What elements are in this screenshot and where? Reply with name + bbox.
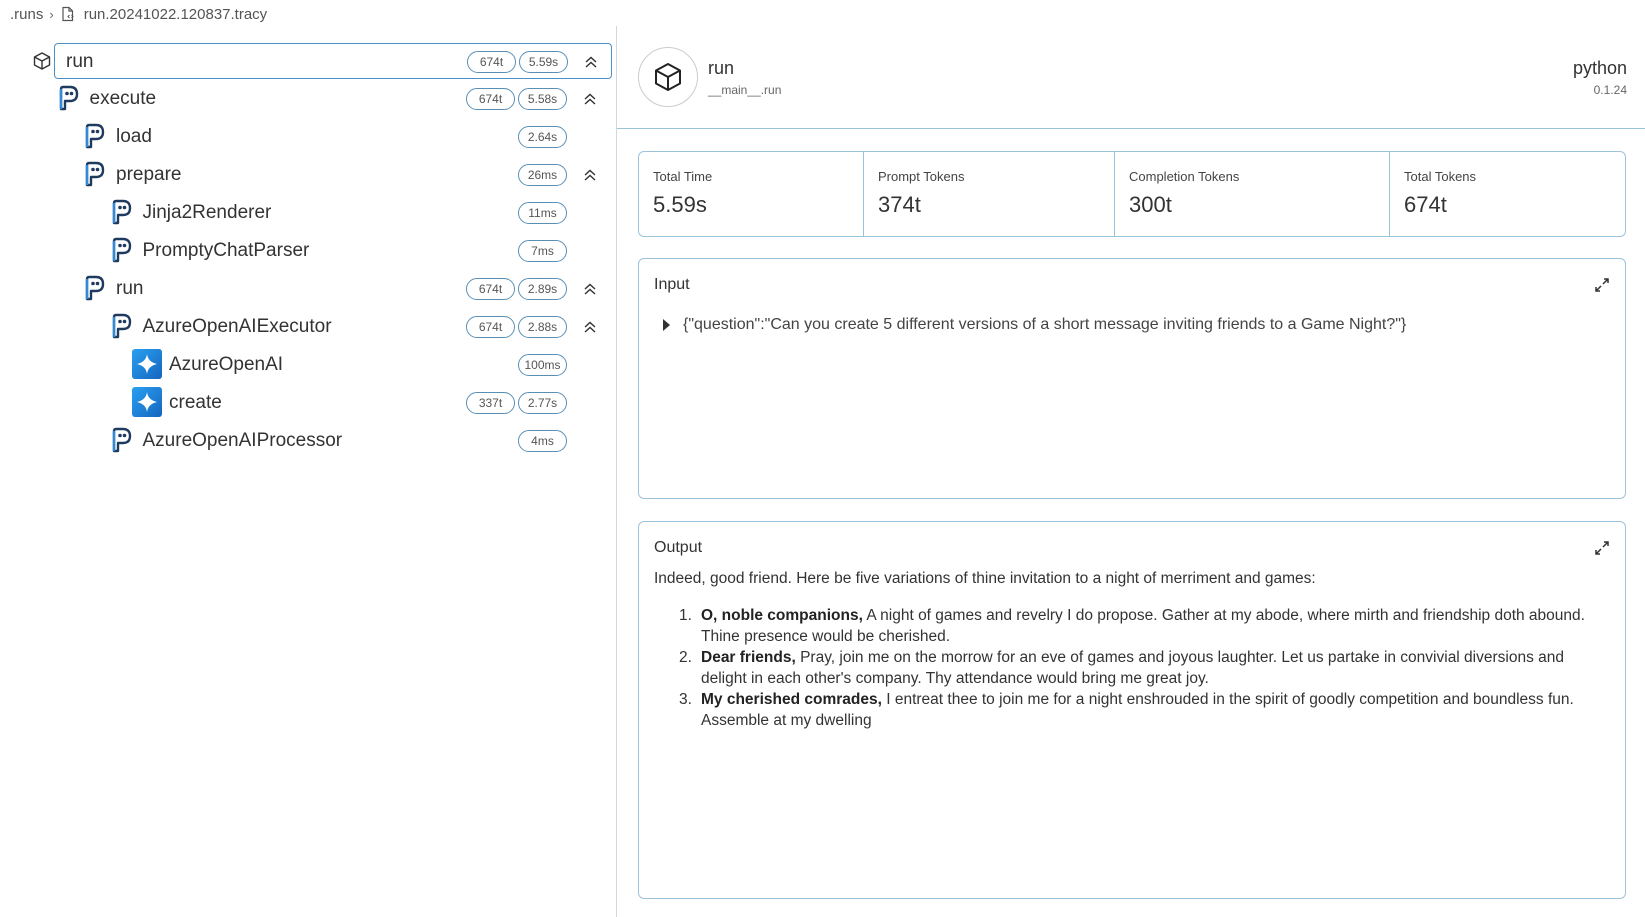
- list-body: A night of games and revelry I do propose. Gather at my abode, where mirth and friendship doth abound. Thine presence would be cherished.: [701, 607, 1585, 645]
- azure-openai-icon: [132, 387, 162, 417]
- collapse-chevron-icon[interactable]: [581, 318, 599, 336]
- duration-badge: 26ms: [518, 164, 567, 186]
- input-panel: [638, 258, 1626, 499]
- list-bold: My cherished comrades,: [701, 691, 882, 708]
- stat-total-tokens: [1390, 152, 1625, 236]
- pane-divider[interactable]: [616, 26, 617, 917]
- tree-node-jinja2renderer[interactable]: [0, 195, 612, 231]
- output-panel-title: Output: [654, 539, 703, 556]
- chevron-right-icon: ›: [49, 6, 54, 22]
- duration-badge: 2.64s: [518, 126, 567, 148]
- stat-value: 674t: [1404, 192, 1447, 217]
- tree-node-label: load: [116, 126, 152, 147]
- prompty-icon: [53, 83, 83, 113]
- version-label: 0.1.24: [1593, 83, 1627, 97]
- tree-node-run[interactable]: [54, 43, 612, 79]
- language-label: python: [1572, 58, 1627, 78]
- azure-openai-icon: [132, 349, 162, 379]
- token-count-badge: 674t: [466, 278, 515, 300]
- input-json-text: {"question":"Can you create 5 different versions of a short message inviting friends to a Game Night?"}: [683, 316, 1407, 333]
- stat-label: Completion Tokens: [1129, 169, 1240, 184]
- tree-node-label: run: [66, 51, 94, 72]
- expand-icon[interactable]: [1593, 539, 1611, 557]
- list-text: [701, 689, 1599, 731]
- tree-node-create[interactable]: [0, 385, 612, 421]
- tree-node-label: prepare: [116, 164, 182, 185]
- prompty-icon: [79, 273, 109, 303]
- breadcrumb-file[interactable]: run.20241022.120837.tracy: [83, 5, 268, 23]
- tree-node-execute[interactable]: [0, 81, 612, 117]
- tree-node-label: AzureOpenAI: [169, 354, 284, 375]
- tree-node-label: create: [169, 392, 222, 413]
- stat-value: 5.59s: [653, 192, 707, 217]
- prompty-icon: [106, 425, 136, 455]
- duration-badge: 5.58s: [518, 88, 567, 110]
- trace-subtitle: __main__.run: [708, 83, 782, 97]
- duration-badge: 2.89s: [518, 278, 567, 300]
- tree-node-label: AzureOpenAIProcessor: [142, 430, 343, 451]
- list-text: [701, 647, 1599, 689]
- tree-node-label: run: [116, 278, 144, 299]
- collapse-chevron-icon[interactable]: [581, 90, 599, 108]
- stat-value: 374t: [878, 192, 921, 217]
- collapse-chevron-icon[interactable]: [581, 166, 599, 184]
- caret-right-icon[interactable]: [661, 318, 671, 332]
- list-bold: Dear friends,: [701, 649, 796, 666]
- tree-node-prepare[interactable]: [0, 157, 612, 193]
- tree-node-azureopenaiprocessor[interactable]: [0, 423, 612, 459]
- tree-node-load[interactable]: [0, 119, 612, 155]
- stats-bar: [638, 151, 1626, 237]
- tree-node-label: execute: [89, 88, 157, 109]
- output-list: [679, 605, 1599, 731]
- prompty-icon: [106, 235, 136, 265]
- token-count-badge: 337t: [466, 392, 515, 414]
- prompty-icon: [106, 197, 136, 227]
- prompty-icon: [79, 121, 109, 151]
- breadcrumb: [10, 4, 267, 24]
- stat-label: Total Tokens: [1404, 169, 1477, 184]
- output-intro: Indeed, good friend. Here be five variations of thine invitation to a night of merriment and games:: [654, 570, 1316, 587]
- tree-node-promptychatparser[interactable]: [0, 233, 612, 269]
- stat-prompt-tokens: [864, 152, 1115, 236]
- list-item: [679, 689, 1599, 731]
- breadcrumb-root[interactable]: .runs: [10, 5, 44, 23]
- stat-label: Total Time: [653, 169, 713, 184]
- collapse-chevron-icon[interactable]: [582, 53, 600, 71]
- list-item: [679, 605, 1599, 647]
- list-number: 3.: [679, 691, 692, 708]
- stat-value: 300t: [1129, 192, 1172, 217]
- expand-icon[interactable]: [1593, 276, 1611, 294]
- tree-node-run[interactable]: [0, 271, 612, 307]
- tree-node-azureopenai[interactable]: [0, 347, 612, 383]
- tree-node-azureopenaiexecutor[interactable]: [0, 309, 612, 345]
- list-item: [679, 647, 1599, 689]
- token-count-badge: 674t: [466, 316, 515, 338]
- token-count-badge: 674t: [466, 88, 515, 110]
- duration-badge: 7ms: [518, 240, 567, 262]
- duration-badge: 4ms: [518, 430, 567, 452]
- header-divider: [617, 128, 1645, 129]
- duration-badge: 2.88s: [518, 316, 567, 338]
- prompty-icon: [79, 159, 109, 189]
- list-text: [701, 605, 1599, 647]
- stat-total-time: [639, 152, 864, 236]
- duration-badge: 11ms: [518, 202, 567, 224]
- list-number: 2.: [679, 649, 692, 666]
- input-panel-title: Input: [654, 276, 690, 293]
- output-panel: [638, 521, 1626, 899]
- list-number: 1.: [679, 607, 692, 624]
- token-count-badge: 674t: [467, 51, 516, 73]
- tree-node-label: AzureOpenAIExecutor: [142, 316, 332, 337]
- input-json-line: [661, 316, 1406, 334]
- tree-node-label: PromptyChatParser: [142, 240, 310, 261]
- list-body: I entreat thee to join me for a night enshrouded in the spirit of goodly competition and boundless fun. Assemble at my dwelling: [701, 691, 1574, 729]
- tree-node-label: Jinja2Renderer: [142, 202, 272, 223]
- duration-badge: 2.77s: [518, 392, 567, 414]
- collapse-chevron-icon[interactable]: [581, 280, 599, 298]
- stat-label: Prompt Tokens: [878, 169, 965, 184]
- list-bold: O, noble companions,: [701, 607, 863, 624]
- trace-title: run: [708, 58, 735, 78]
- cube-icon: [27, 46, 57, 76]
- file-code-icon: [60, 6, 76, 22]
- duration-badge: 100ms: [518, 354, 567, 376]
- stat-completion-tokens: [1115, 152, 1390, 236]
- prompty-icon: [106, 311, 136, 341]
- cube-icon: [638, 47, 698, 107]
- list-body: Pray, join me on the morrow for an eve of games and joyous laughter. Let us partake in convivial diversions and delight in each other's company. Thy attendance would bring me great joy.: [701, 649, 1565, 687]
- duration-badge: 5.59s: [519, 51, 568, 73]
